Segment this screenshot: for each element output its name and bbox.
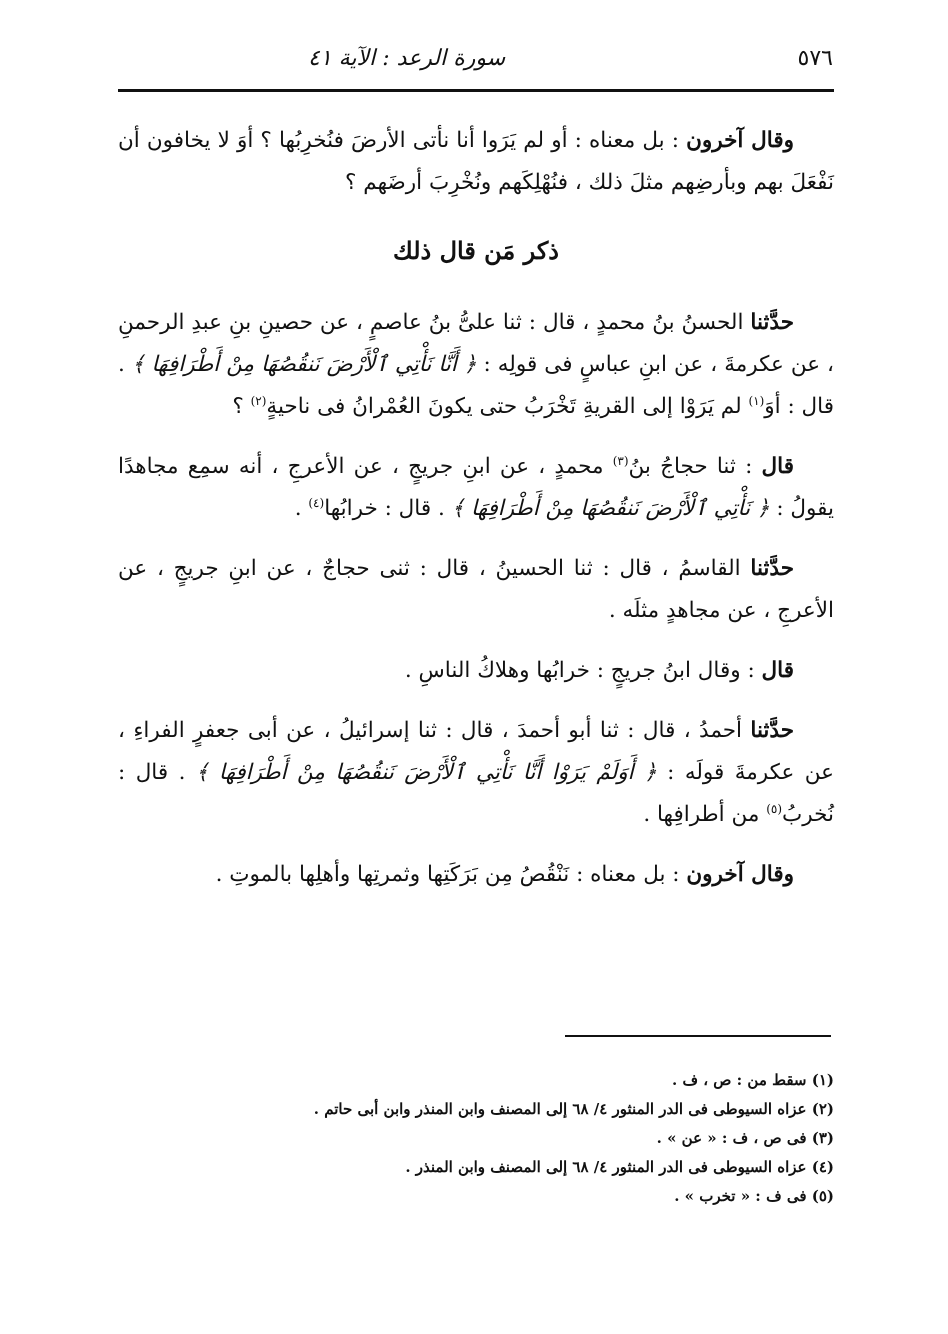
paragraph-1: [118, 120, 834, 204]
paragraph-2: [118, 302, 834, 428]
footnotes: [118, 1066, 834, 1211]
paragraph-6: [118, 710, 834, 836]
paragraph-5: [118, 650, 834, 692]
footnote-ref: (٥): [766, 801, 783, 816]
running-title: سورة الرعد : الآية ٤١: [308, 45, 506, 71]
paragraph-lead: قال: [761, 658, 794, 683]
paragraph-text: محمدٍ ، عن ابنِ جريجٍ ، عن الأعرجِ ، أنه سمِع مجاهدًا يقولُ :: [118, 454, 834, 521]
paragraph-text: : بل معناه : أو لم يَرَوا أنا نأتى الأرضَ فنُخرِبُها ؟ أوَ لا يخافون أن نَفْعَلَ بهم وبأرضِهم مثلَ ذلك ، فنُهْلِكَهم ونُخْرِبَ أرضَهم ؟: [118, 128, 834, 195]
paragraph-text: لم يَرَوْا إلى القريةِ تَخْرَبُ حتى يكونَ العُمْرانُ فى ناحيةٍ: [266, 394, 749, 419]
paragraph-text: . قال : أوَ: [118, 352, 834, 419]
paragraph-text: القاسمُ ، قال : ثنا الحسينُ ، قال : ثنى حجاجٌ ، عن ابنِ جريجٍ ، عن الأعرجِ ، عن مجاهدٍ مثلَه .: [118, 556, 834, 623]
footnote-1: (١) سقط من : ص ، ف .: [672, 1071, 834, 1089]
footnote-ref: (٢): [250, 393, 267, 408]
quran-quote: ﴿ أَنَّا نَأْتِي ٱلْأَرْضَ نَنقُصُهَا مِنْ أَطْرَافِهَا ﴾: [131, 352, 477, 377]
footnote-ref: (١): [748, 393, 765, 408]
footnote-5: (٥) فى ف : « تخرب » .: [674, 1187, 834, 1205]
footnote-ref: (٣): [612, 453, 629, 468]
paragraph-lead: وقال آخرون: [686, 862, 794, 887]
paragraph-text: الحسنُ بنُ محمدٍ ، قال : ثنا علىُّ بنُ عاصمٍ ، عن حصينِ بنِ عبدِ الرحمنِ ، عن عكرمةَ ، عن ابنِ عباسٍ فى قولِه :: [118, 310, 834, 377]
paragraph-3: [118, 446, 834, 530]
paragraph-7: [118, 854, 834, 896]
paragraph-text: من أطرافِها .: [643, 802, 767, 827]
paragraph-text: .: [294, 496, 309, 521]
footnote-4: (٤) عزاه السيوطى فى الدر المنثور ٤/ ٦٨ إلى المصنف وابن المنذر .: [405, 1158, 834, 1176]
paragraph-4: [118, 548, 834, 632]
page-number: ٥٧٦: [797, 45, 833, 71]
paragraph-text: . قال : خرابُها: [324, 496, 452, 521]
page-header: [118, 36, 833, 80]
section-heading: ذكر مَن قال ذلك: [393, 236, 559, 265]
paragraph-lead: حدَّثنا: [750, 310, 794, 335]
paragraph-text: : بل معناه : نَنْقُصُ مِن بَرَكَتِها وثمرتِها وأهلِها بالموتِ .: [215, 862, 687, 887]
paragraph-text: : ثنا حجاجُ بنُ: [628, 454, 762, 479]
paragraph-lead: حدَّثنا: [750, 556, 794, 581]
footnote-ref: (٤): [308, 495, 325, 510]
header-rule: [118, 89, 834, 92]
paragraph-lead: قال: [761, 454, 794, 479]
footnote-2: (٢) عزاه السيوطى فى الدر المنثور ٤/ ٦٨ إلى المصنف وابن المنذر وابن أبى حاتم .: [313, 1100, 834, 1118]
paragraph-text: . قال : نُخربُ: [118, 760, 834, 827]
main-text: [118, 120, 834, 914]
footnote-rule: [565, 1035, 831, 1037]
paragraph-lead: حدَّثنا: [750, 718, 794, 743]
paragraph-text: أحمدُ ، قال : ثنا أبو أحمدَ ، قال : ثنا إسرائيلُ ، عن أبى جعفرٍ الفراءِ ، عن عكرمةَ قولَه :: [118, 718, 834, 785]
paragraph-text: : وقال ابنُ جريجٍ : خرابُها وهلاكُ الناسِ .: [404, 658, 762, 683]
paragraph-text: ؟: [232, 394, 251, 419]
footnote-3: (٣) فى ص ، ف : « عن » .: [656, 1129, 834, 1147]
quran-quote: ﴿ نَأْتِي ٱلْأَرْضَ نَنقُصُهَا مِنْ أَطْرَافِهَا ﴾: [451, 496, 770, 521]
quran-quote: ﴿ أَوَلَمْ يَرَوْا أَنَّا نَأْتِي ٱلْأَرْضَ نَنقُصُهَا مِنْ أَطْرَافِهَا ﴾: [195, 760, 657, 785]
paragraph-lead: وقال آخرون: [686, 128, 794, 153]
